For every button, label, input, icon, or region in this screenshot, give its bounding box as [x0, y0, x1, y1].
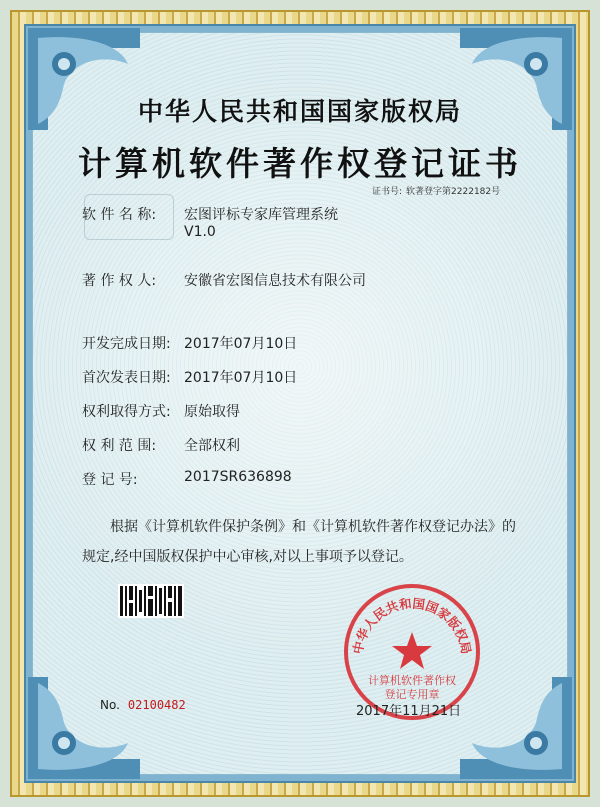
seal-ring-text: 中华人民共和国国家版权局 [349, 595, 475, 656]
field-value: 宏图评标专家库管理系统 [184, 207, 338, 223]
serial-value: 02100482 [127, 698, 186, 712]
field-value: 2017SR636898 [184, 469, 292, 485]
field-value: 2017年07月10日 [184, 370, 298, 386]
field-value: 全部权利 [184, 438, 240, 454]
corner-ornament-icon [24, 673, 144, 783]
issue-date: 2017年11月21日 [356, 704, 462, 719]
field-value: 安徽省宏图信息技术有限公司 [184, 273, 366, 289]
certificate-number-value: 软著登字第2222182号 [406, 187, 501, 197]
field-value: 2017年07月10日 [184, 336, 298, 352]
field-label: 权 利 范 围: [82, 438, 157, 454]
certificate-number [368, 184, 500, 197]
statement-paragraph: 根据《计算机软件保护条例》和《计算机软件著作权登记办法》的规定,经中国版权保护中心审核,对以上事项予以登记。 [82, 519, 516, 565]
field-label: 权利取得方式: [82, 404, 171, 420]
field-registration-number [82, 469, 292, 489]
issuer-title: 中华人民共和国国家版权局 [137, 97, 462, 126]
certificate-number-label: 证书号: [372, 187, 403, 197]
field-label: 著 作 权 人: [82, 273, 157, 289]
barcode-icon [118, 584, 184, 618]
field-value: 原始取得 [184, 404, 240, 420]
certificate-title: 计算机软件著作权登记证书 [78, 144, 522, 183]
serial-number [100, 698, 186, 712]
field-label: 软 件 名 称: [82, 207, 157, 223]
field-label: 登 记 号: [82, 472, 138, 488]
field-software-name [82, 204, 338, 240]
field-label: 开发完成日期: [82, 336, 171, 352]
field-label: 首次发表日期: [82, 370, 171, 386]
field-completion-date [82, 333, 297, 353]
serial-label: No. [100, 698, 120, 712]
field-version: V1.0 [184, 224, 216, 240]
field-value-group [184, 204, 338, 240]
field-publish-date [82, 367, 297, 387]
seal-line-2: 登记专用章 [384, 688, 440, 701]
field-rights-scope [82, 435, 240, 455]
seal-line-1: 计算机软件著作权 [368, 674, 456, 687]
field-copyright-owner [82, 270, 366, 290]
field-acquisition-method [82, 401, 240, 421]
